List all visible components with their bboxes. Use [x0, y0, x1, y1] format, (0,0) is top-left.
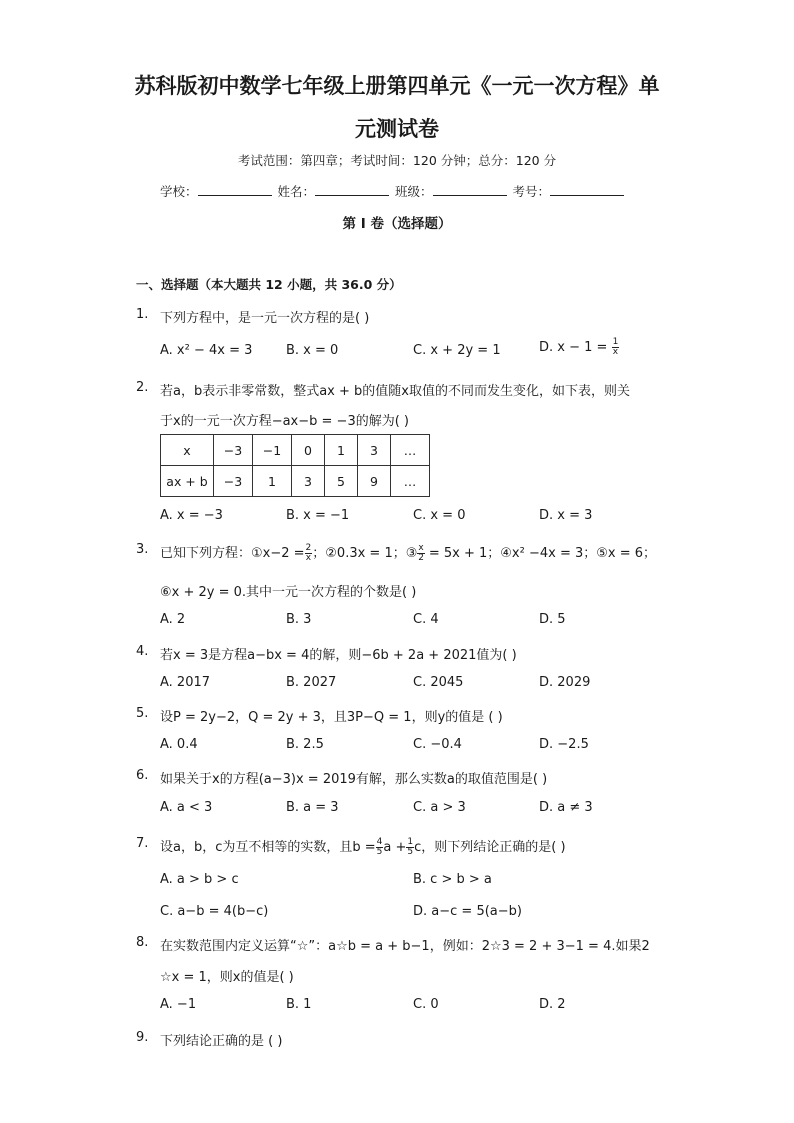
- question-number: 6.: [136, 768, 149, 783]
- option-c[interactable]: C. 4: [413, 612, 439, 627]
- table-cell: x: [161, 435, 214, 466]
- option-c[interactable]: C. a−b = 4(b−c): [160, 904, 269, 919]
- option-b[interactable]: B. c > b > a: [413, 872, 492, 887]
- question-text: 设a，b，c为互不相等的实数，且b = $\frac{4}{5}$ a + $\frac{1}{5}$ c，则下列结论正确的是( ): [160, 837, 566, 857]
- option-d[interactable]: D. 5: [539, 612, 566, 627]
- table-cell: 1: [253, 466, 292, 497]
- table-cell: −3: [214, 466, 253, 497]
- question-text: 若x = 3是方程a−bx = 4的解，则−6b + 2a + 2021值为( ): [160, 648, 517, 663]
- option-d[interactable]: D. x = 3: [539, 508, 593, 523]
- volume-title: 第 I 卷（选择题）: [342, 216, 452, 232]
- table-cell: …: [391, 466, 430, 497]
- question-text: 在实数范围内定义运算“☆”：a☆b = a + b−1，例如：2☆3 = 2 + 3−1 = 4.如果2: [160, 939, 650, 954]
- option-b[interactable]: B. x = 0: [286, 343, 339, 358]
- option-d[interactable]: D. a ≠ 3: [539, 800, 593, 815]
- question-number: 7.: [136, 836, 149, 851]
- option-a[interactable]: A. 0.4: [160, 737, 198, 752]
- option-d[interactable]: D. a−c = 5(a−b): [413, 904, 522, 919]
- table-cell: 0: [292, 435, 325, 466]
- question-number: 2.: [136, 380, 149, 395]
- table-cell: 3: [358, 435, 391, 466]
- option-d[interactable]: D. −2.5: [539, 737, 589, 752]
- table-cell: 3: [292, 466, 325, 497]
- option-a[interactable]: A. 2: [160, 612, 186, 627]
- option-a[interactable]: A. −1: [160, 997, 197, 1012]
- class-field[interactable]: [433, 183, 507, 196]
- page-title-line1: 苏科版初中数学七年级上册第四单元《一元一次方程》单: [134, 73, 660, 98]
- option-c[interactable]: C. 0: [413, 997, 439, 1012]
- question-text: 下列结论正确的是 ( ): [160, 1034, 283, 1049]
- name-field[interactable]: [315, 183, 389, 196]
- section-title: 一、选择题（本大题共 12 小题，共 36.0 分）: [136, 277, 402, 292]
- question-text: 下列方程中，是一元一次方程的是( ): [160, 311, 370, 326]
- question-text: 已知下列方程：①x−2 = $\frac{2}{x}$ ；②0.3x = 1；③ $\frac{x}{2}$ = 5x + 1；④x² −4x = 3；⑤x = 6；: [160, 543, 657, 563]
- table-cell: ax + b: [161, 466, 214, 497]
- exam-info: 考试范围：第四章；考试时间：120 分钟；总分：120 分: [237, 153, 557, 168]
- question-number: 3.: [136, 542, 149, 557]
- student-fields: [160, 182, 626, 200]
- fraction: $\frac{1}{x}$: [612, 337, 619, 357]
- value-table: [160, 434, 430, 497]
- table-cell: 5: [325, 466, 358, 497]
- option-a[interactable]: A. x = −3: [160, 508, 223, 523]
- option-b[interactable]: B. 3: [286, 612, 312, 627]
- option-b[interactable]: B. 1: [286, 997, 312, 1012]
- table-row: [161, 435, 430, 466]
- table-cell: 9: [358, 466, 391, 497]
- option-a[interactable]: A. a > b > c: [160, 872, 239, 887]
- option-d-text: D. x − 1 =: [539, 340, 608, 355]
- option-c[interactable]: C. x + 2y = 1: [413, 343, 501, 358]
- question-text-cont: ☆x = 1，则x的值是( ): [160, 970, 294, 985]
- option-a[interactable]: A. 2017: [160, 675, 211, 690]
- option-c[interactable]: C. a > 3: [413, 800, 466, 815]
- option-b[interactable]: B. 2.5: [286, 737, 324, 752]
- question-number: 1.: [136, 307, 149, 322]
- question-number: 8.: [136, 935, 149, 950]
- question-text-cont: ⑥x + 2y = 0.其中一元一次方程的个数是( ): [160, 585, 417, 600]
- question-number: 5.: [136, 706, 149, 721]
- question-number: 9.: [136, 1030, 149, 1045]
- school-field[interactable]: [198, 183, 272, 196]
- option-b[interactable]: B. a = 3: [286, 800, 339, 815]
- fraction: $\frac{x}{2}$: [418, 543, 424, 563]
- option-b[interactable]: B. x = −1: [286, 508, 350, 523]
- question-text: 设P = 2y−2，Q = 2y + 3，且3P−Q = 1，则y的值是 ( ): [160, 710, 503, 725]
- option-a[interactable]: A. a < 3: [160, 800, 213, 815]
- option-d[interactable]: [539, 338, 619, 357]
- fraction: $\frac{1}{5}$: [407, 837, 414, 857]
- option-a[interactable]: A. x² − 4x = 3: [160, 343, 253, 358]
- table-cell: −1: [253, 435, 292, 466]
- option-c[interactable]: C. −0.4: [413, 737, 462, 752]
- option-d[interactable]: D. 2: [539, 997, 566, 1012]
- question-text: 如果关于x的方程(a−3)x = 2019有解，那么实数a的取值范围是( ): [160, 772, 548, 787]
- fraction: $\frac{2}{x}$: [305, 543, 312, 563]
- question-text-cont: 于x的一元一次方程−ax−b = −3的解为( ): [160, 414, 409, 429]
- table-cell: −3: [214, 435, 253, 466]
- fraction: $\frac{4}{5}$: [376, 837, 383, 857]
- table-cell: …: [391, 435, 430, 466]
- option-b[interactable]: B. 2027: [286, 675, 337, 690]
- option-c[interactable]: C. 2045: [413, 675, 464, 690]
- id-label: 考号：: [512, 184, 551, 199]
- id-field[interactable]: [550, 183, 624, 196]
- table-row: [161, 466, 430, 497]
- school-label: 学校：: [160, 184, 198, 199]
- name-label: 姓名：: [277, 184, 316, 199]
- option-d[interactable]: D. 2029: [539, 675, 591, 690]
- question-number: 4.: [136, 644, 149, 659]
- class-label: 班级：: [395, 184, 433, 199]
- page-title-line2: 元测试卷: [355, 116, 439, 141]
- option-c[interactable]: C. x = 0: [413, 508, 466, 523]
- question-text: 若a，b表示非零常数，整式ax + b的值随x取值的不同而发生变化，如下表，则关: [160, 384, 630, 399]
- table-cell: 1: [325, 435, 358, 466]
